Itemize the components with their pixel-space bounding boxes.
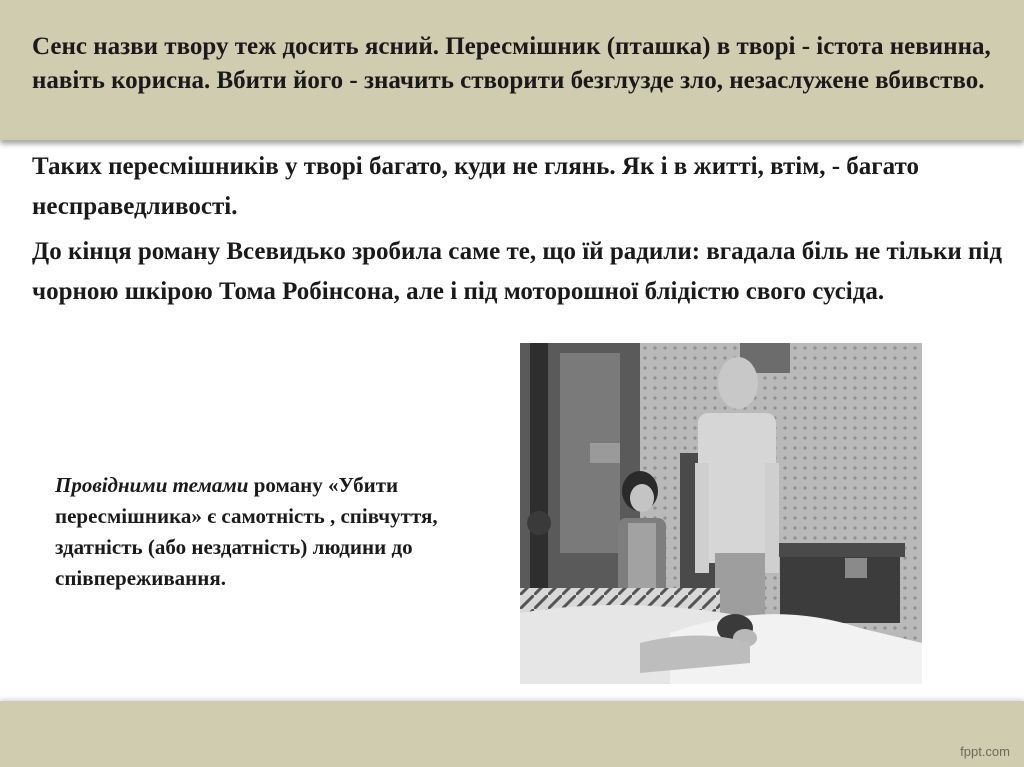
caption-text: роману «Убити пересмішника» є самотність , співчуття, здатність (або нездатність) людини до співпереживання.	[55, 473, 438, 590]
header-band	[0, 0, 1024, 140]
paragraph-mockingbirds: Таких пересмішників у творі багато, куди не глянь. Як і в житті, втім, - багато несправедливості.	[32, 153, 919, 220]
paragraph-scout: До кінця роману Всевидько зробила саме те, що їй радили: вгадала біль не тільки під чорною шкірою Тома Робінсона, але і під моторошної блідістю свого сусіда.	[32, 238, 1003, 305]
themes-caption	[55, 470, 455, 594]
film-still-photo	[520, 343, 922, 684]
caption-emphasis: Провідними темами	[55, 473, 249, 497]
footer-band	[0, 701, 1024, 767]
header-text: Сенс назви твору теж досить ясний. Пересмішник (пташка) в творі - істота невинна, навіть корисна. Вбити його - значить створити безглузде зло, незаслужене вбивство.	[32, 33, 991, 94]
footer-brand: fppt.com	[960, 744, 1010, 759]
